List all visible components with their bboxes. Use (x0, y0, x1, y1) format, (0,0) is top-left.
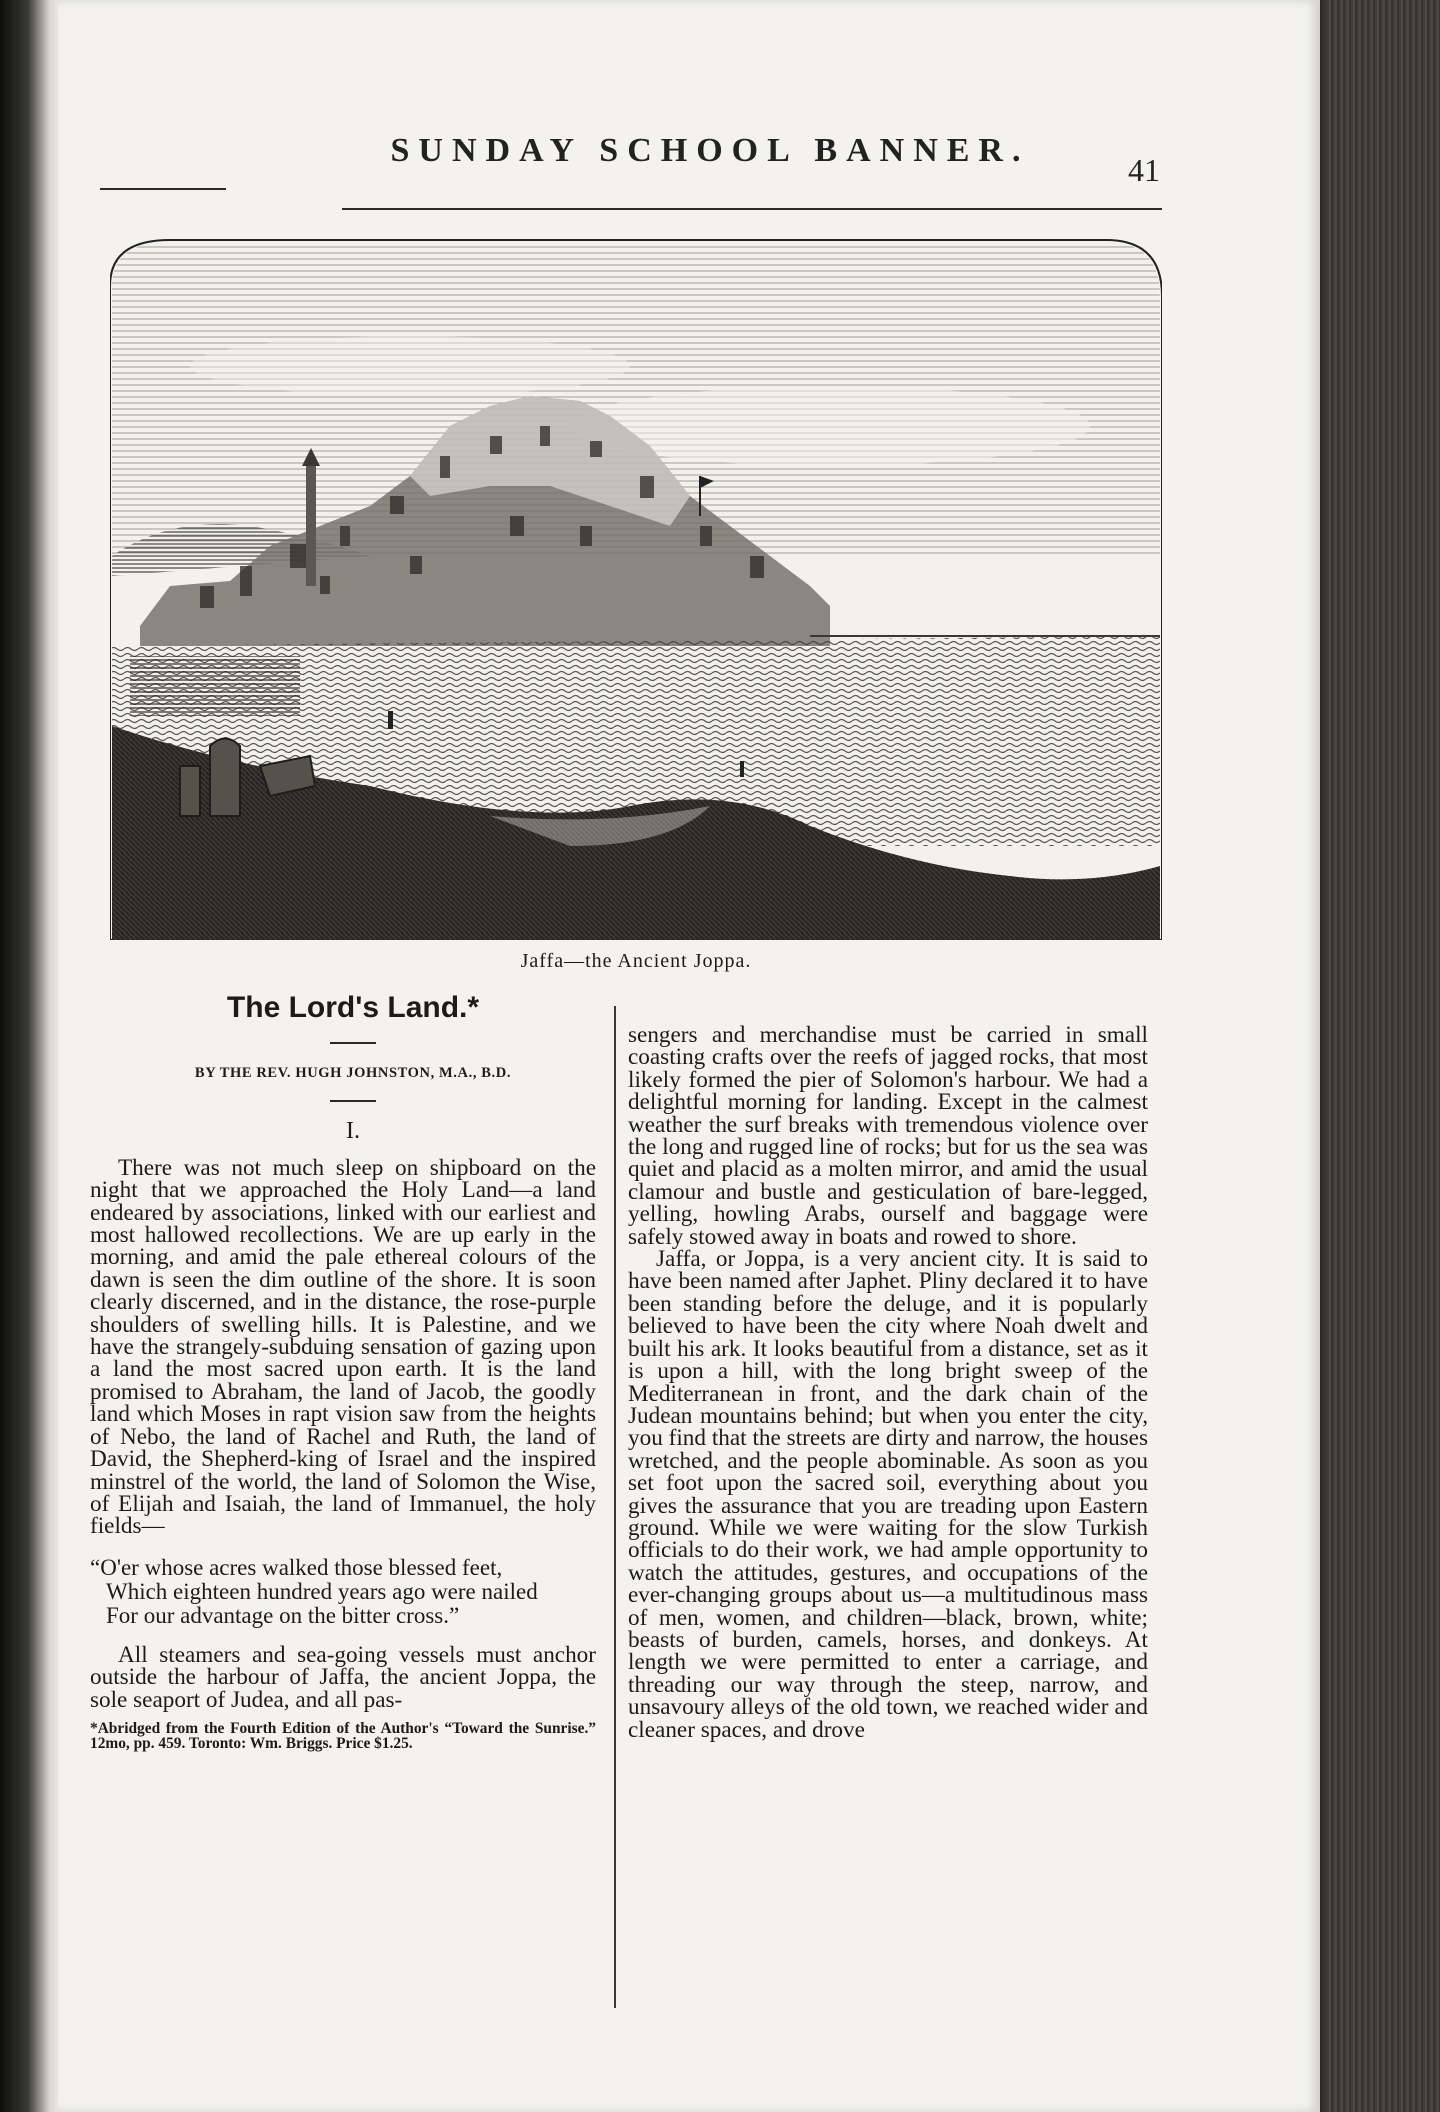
poem-line: For our advantage on the bitter cross.” (106, 1602, 460, 1628)
column-divider (614, 1006, 616, 2008)
title-rule (330, 1042, 376, 1044)
illustration-caption: Jaffa—the Ancient Joppa. (520, 950, 752, 972)
paragraph: Jaffa, or Joppa, is a very ancient city. It is said to have been named after Japhet. Pliny declared it to have been standing before the deluge, and it is popularly believed to have been the city where Noah dwelt and built his ark. It looks beautiful from a distance, set as it is upon a hill, with the long bright sweep of the Mediterranean in front, and the dark chain of the Judean mountains behind; but when you enter the city, you find that the streets are dirty and narrow, the houses wretched, and the people abominable. As soon as you set foot upon the sacred soil, everything about you gives the assurance that you are treading upon Eastern ground. While we were waiting for the slow Turkish officials to do their work, we had ample opportunity to watch the attitudes, gestures, and occupations of the ever-changing groups about us—a multitudinous mass of men, women, and children—black, brown, white; beasts of burden, camels, horses, and donkeys. At length we were permitted to enter a carriage, and threading our way through the steep, narrow, and unsavoury alleys of the old town, we reached wider and cleaner spaces, and drove (628, 1246, 1148, 1743)
section-number: I. (346, 1118, 360, 1145)
article-title: The Lord's Land.* (226, 991, 480, 1024)
paragraph: All steamers and sea-going vessels must anchor outside the harbour of Jaffa, the ancient Joppa, the sole seaport of Judea, and all pas- (90, 1641, 596, 1713)
header-rule (342, 208, 1162, 210)
paragraph: sengers and merchandise must be carried in small coasting crafts over the reefs of jagged rocks, that most likely formed the pier of Solomon's harbour. We had a delightful morning for landing. Except in the calmest weather the surf breaks with tremendous violence over the long and rugged line of rocks; but for us the sea was quiet and placid as a molten mirror, and amid the usual clamour and bustle and gesticulation of bare-legged, yelling, howling Arabs, ourself and baggage were safely stowed away in boats and rowed to shore. (628, 1022, 1148, 1250)
byline-rule (330, 1100, 376, 1102)
right-column (628, 1024, 1148, 1741)
poem-quote (90, 1556, 596, 1628)
header-rule-left (100, 188, 226, 190)
jaffa-engraving (110, 226, 1162, 940)
running-head: SUNDAY SCHOOL BANNER. (390, 132, 1030, 169)
page-number: 41 (1128, 152, 1160, 188)
poem-line: Which eighteen hundred years ago were nailed (106, 1578, 538, 1604)
article-byline: BY THE REV. HUGH JOHNSTON, M.A., B.D. (194, 1065, 512, 1081)
footnote: *Abridged from the Fourth Edition of the Author's “Toward the Sunrise.” 12mo, pp. 459. Toronto: Wm. Briggs. Price $1.25. (90, 1719, 596, 1753)
left-column (90, 990, 596, 1767)
binding-gutter (0, 0, 62, 2112)
paragraph: There was not much sleep on shipboard on the night that we approached the Holy Land—a land endeared by associations, linked with our earliest and most hallowed recollections. We are up early in the morning, and amid the pale ethereal colours of the dawn is seen the dim outline of the shore. It is soon clearly discerned, and in the distance, the rose-purple shoulders of swelling hills. It is Palestine, and we have the strangely-subduing sensation of gazing upon a land the most sacred upon earth. It is the land promised to Abraham, the land of Jacob, the goodly land which Moses in rapt vision saw from the heights of Nebo, the land of Rachel and Ruth, the land of David, the Shepherd-king of Israel and the inspired minstrel of the world, the land of Solomon the Wise, of Elijah and Isaiah, the land of Immanuel, the holy fields— (90, 1154, 596, 1540)
page-block-edges (1316, 0, 1440, 2112)
poem-line: “O'er whose acres walked those blessed feet, (90, 1554, 503, 1580)
